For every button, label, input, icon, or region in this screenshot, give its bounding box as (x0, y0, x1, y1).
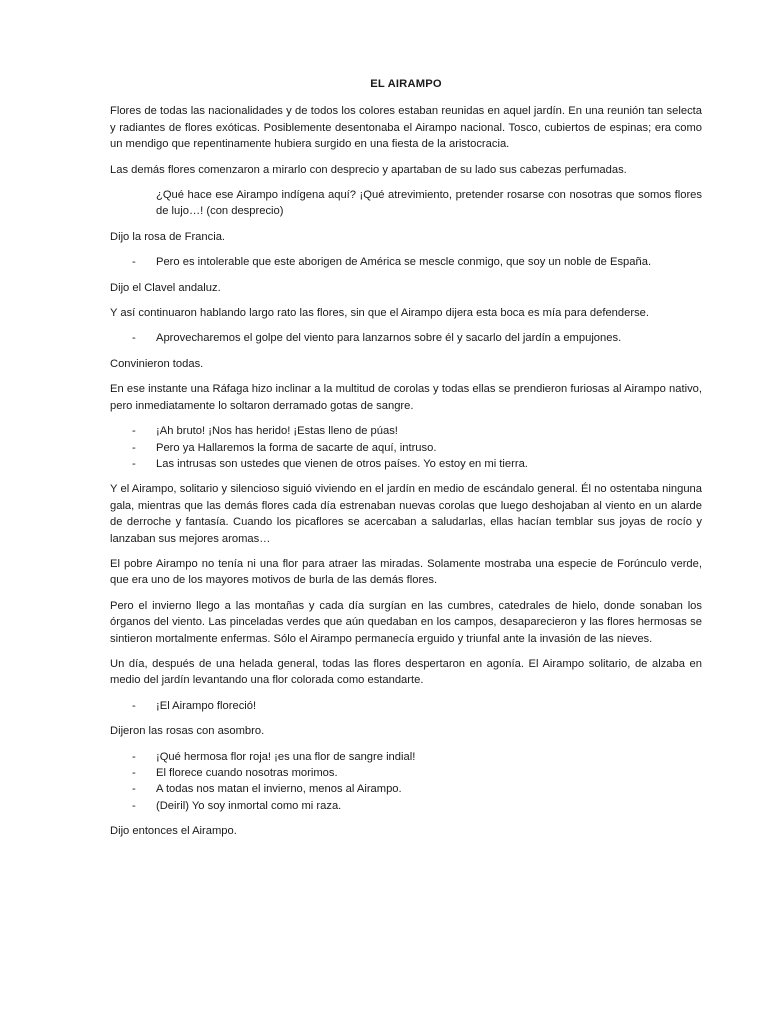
list-item-text: (Deiril) Yo soy inmortal como mi raza. (156, 799, 342, 812)
list-item-text: Pero es intolerable que este aborigen de América se mescle conmigo, que soy un noble de España. (156, 256, 652, 269)
dialogue-list (110, 254, 702, 270)
dialogue-list (110, 698, 702, 714)
paragraph: Y el Airampo, solitario y silencioso siguió viviendo en el jardín en medio de escándalo general. Él no ostentaba ninguna gala, mientras que las demás flores cada día estrenaban nuevas corolas que luego deshojaban al viento en un alarde de derroche y fantasía. Cuando los picaflores se acercaban a saludarlas, ellas hacían temblar sus joyas de rocío y lanzaban sus mejores aromas… (110, 483, 702, 545)
dialogue-list (110, 423, 702, 472)
list-item-text: Aprovecharemos el golpe del viento para lanzarnos sobre él y sacarlo del jardín a empujones. (156, 332, 622, 345)
list-item (110, 254, 702, 270)
dash-bullet: - (132, 767, 136, 779)
list-item (110, 423, 702, 439)
list-item-text: A todas nos matan el invierno, menos al Airampo. (156, 783, 402, 796)
document-title: EL AIRAMPO (370, 78, 442, 90)
list-item-text: El florece cuando nosotras morimos. (156, 767, 338, 779)
paragraph: Convinieron todas. (110, 357, 204, 370)
list-item (110, 765, 702, 781)
paragraph: Dijo entonces el Airampo. (110, 825, 237, 838)
indented-paragraph: Dijeron las rosas con asombro. (110, 725, 265, 738)
paragraph: Y así continuaron hablando largo rato las flores, sin que el Airampo dijera esta boca es mía para defenderse. (110, 307, 649, 320)
paragraph: Pero el invierno llego a las montañas y cada día surgían en las cumbres, catedrales de hielo, donde sonaban los órganos del viento. Las pinceladas verdes que aún quedaban en los campos, desaparecieron y las flores hermosas se sintieron mortalmente enfermas. Sólo el Airampo permanecía erguido y triunfal ante la invasión de las nieves. (110, 599, 702, 645)
list-item (110, 456, 702, 472)
dash-bullet: - (132, 457, 136, 470)
paragraph: Dijo el Clavel andaluz. (110, 281, 221, 294)
list-item (110, 698, 702, 714)
dash-bullet: - (132, 699, 136, 712)
dash-bullet: - (132, 441, 136, 454)
paragraph: Flores de todas las nacionalidades y de todos los colores estaban reunidas en aquel jardín. En una reunión tan selecta y radiantes de flores exóticas. Posiblemente desentonaba el Airampo nacional. Tosco, cubiertos de espinas; era como un mendigo que repentinamente hubiera surgido en una fiesta de la aristocracia. (110, 105, 702, 151)
list-item-text: Las intrusas son ustedes que vienen de otros países. Yo estoy en mi tierra. (156, 457, 528, 470)
list-item-text: ¡El Airampo floreció! (156, 699, 257, 712)
dash-bullet: - (132, 425, 136, 438)
list-item (110, 798, 702, 814)
quote-paragraph: ¿Qué hace ese Airampo indígena aquí? ¡Qué atrevimiento, pretender rosarse con nosotras que somos flores de lujo…! (con desprecio) (156, 189, 702, 218)
list-item-text: ¡Qué hermosa flor roja! ¡es una flor de sangre indial! (156, 750, 416, 763)
list-item (110, 440, 702, 456)
list-item (110, 330, 702, 346)
paragraph: El pobre Airampo no tenía ni una flor para atraer las miradas. Solamente mostraba una especie de Forúnculo verde, que era uno de los mayores motivos de burla de las demás flores. (110, 557, 702, 587)
dialogue-list (110, 330, 702, 346)
paragraph: Dijo la rosa de Francia. (110, 230, 226, 243)
dash-bullet: - (132, 750, 136, 763)
paragraph: Las demás flores comenzaron a mirarlo con desprecio y apartaban de su lado sus cabezas perfumadas. (110, 163, 627, 176)
dash-bullet: - (132, 783, 136, 796)
list-item (110, 781, 702, 797)
paragraph: En ese instante una Ráfaga hizo inclinar a la multitud de corolas y todas ellas se prendieron furiosas al Airampo nativo, pero inmediatamente lo soltaron derramado gotas de sangre. (110, 383, 702, 412)
list-item (110, 749, 702, 765)
dialogue-list (110, 749, 702, 815)
dash-bullet: - (132, 256, 136, 269)
document-page (110, 76, 702, 849)
list-item-text: ¡Ah bruto! ¡Nos has herido! ¡Estas lleno de púas! (156, 425, 398, 438)
paragraph: Un día, después de una helada general, todas las flores despertaron en agonía. El Airampo solitario, de alzaba en medio del jardín levantando una flor colorada como estandarte. (110, 657, 702, 687)
dash-bullet: - (132, 799, 136, 812)
list-item-text: Pero ya Hallaremos la forma de sacarte de aquí, intruso. (156, 441, 437, 454)
dash-bullet: - (132, 332, 136, 345)
